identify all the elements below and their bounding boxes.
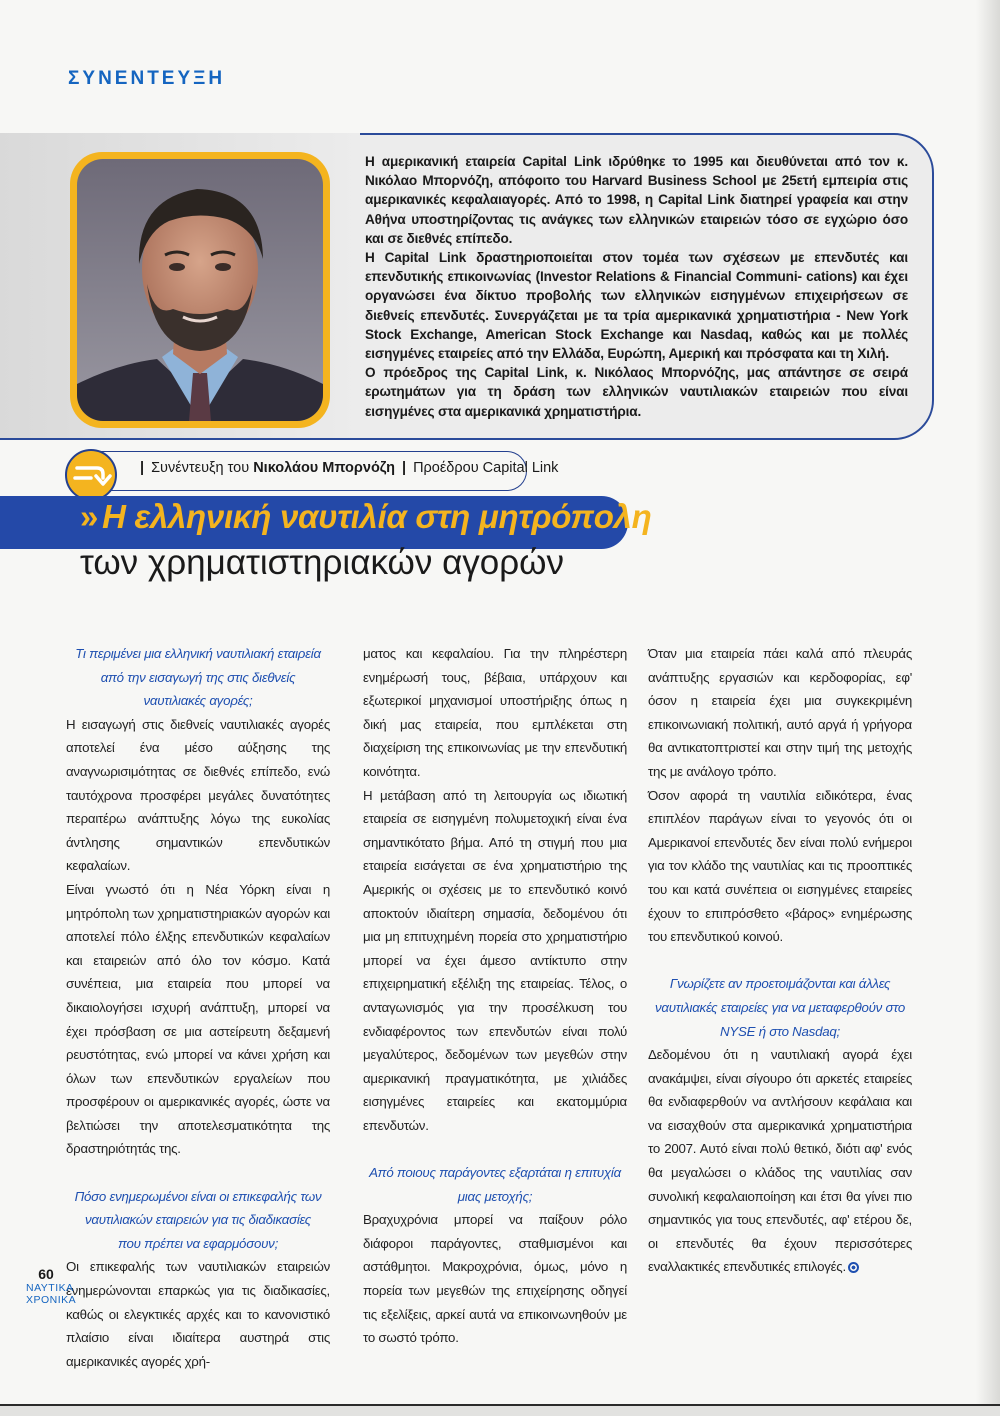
title-chevron-icon: » [80,498,99,535]
answer-paragraph: Δεδομένου ότι η ναυτιλιακή αγορά έχει ανακάμψει, είναι σίγουρο ότι αρκετές εταιρείες θα ενδιαφερθούν να αντλήσουν κεφάλαια και να εισαχθούν στα αμερικανικά χρηματιστήρια το 2007. Αυτό είναι πολύ θετικό, διότι αφ' ενός θα μεγαλώσει ο κλάδος της ναυτιλίας σαν συνολική κεφαλαιοποίηση και έτσι θα γίνει πιο σημαντικός για τους επενδυτές, αφ' ετέρου δε, οι επενδυτές θα έχουν περισσότερες εναλλακτικές επενδυτικές επιλογές. [648,1047,912,1275]
paragraph-spacer [66,1161,330,1185]
intro-text [365,152,908,421]
page-number: 60 [38,1266,54,1282]
byline-name: Νικολάου Μπορνόζη [253,460,395,476]
article-title-text: Η ελληνική ναυτιλία στη μητρόπολη [102,498,652,535]
answer-paragraph: Βραχυχρόνια μπορεί να παίξουν ρόλο διάφοροι παράγοντες, σταθμισμένοι και αστάθμητοι. Μακροχρόνια, όμως, μόνο η πορεία των μεγεθών της επιχείρησης οδηγεί τις εξελίξεις, αρκεί αυτά να επικοινωνηθούν με το σωστό τρόπο. [363,1212,627,1346]
paragraph-spacer [648,949,912,973]
answer-paragraph: Όσον αφορά τη ναυτιλία ειδικότερα, ένας επιπλέον παράγων είναι το γεγονός ότι οι Αμερικανοί επενδυτές δεν είναι πολύ ενήμεροι για τον κλάδο της ναυτιλίας και τις προοπτικές του και κατά συνέπεια οι εισηγμένες εταιρείες έχουν το επιπρόσθετο «βάρος» ενημέρωσης του επενδυτικού κοινού. [648,787,912,945]
folio [26,1266,77,1306]
answer-paragraph: Η εισαγωγή στις διεθνείς ναυτιλιακές αγορές αποτελεί ένα μέσο αύξησης της αναγνωρισιμότητας σε διεθνές επίπεδο, ενώ ταυτόχρονα προσφέρει μεγάλες δυνατότητες περαιτέρω ανάπτυξης λόγω της ευκολίας άντλησης σημαντικών επενδυτικών κεφαλαίων. [66,716,330,874]
interview-question: Από ποιους παράγοντες εξαρτάται η επιτυχία μιας μετοχής; [369,1165,621,1204]
intro-paragraph: Η αμερικανική εταιρεία Capital Link ιδρύθηκε το 1995 και διευθύνεται από τον κ. Νικόλαο Μπορνόζη, απόφοιτο του Harvard Business School με 25ετή εμπειρία στις αμερικανικές κεφαλαιαγορές. Από το 1998, η Capital Link διατηρεί γραφεία και στην Αθήνα υποστηρίζοντας τις ανάγκες των ελληνικών εταιρειών τόσο σε εγχώριο όσο και σε διεθνές επίπεδο. [365,154,908,246]
interview-question: Πόσο ενημερωμένοι είναι οι επικεφαλής των ναυτιλιακών εταιρειών για τις διαδικασίες που πρέπει να εφαρμόσουν; [74,1188,322,1251]
end-of-article-icon [848,1262,859,1273]
answer-paragraph: ματος και κεφαλαίου. Για την πληρέστερη ενημέρωσή τους, βέβαια, υπάρχουν και εξωτερικοί μηχανισμοί υποστήριξης όπως η δική μας εταιρεία, που εμπλέκεται στη διαχείριση της επικοινωνίας με την επενδυτική κοινότητα. [363,646,627,779]
answer-paragraph: Είναι γνωστό ότι η Νέα Υόρκη είναι η μητρόπολη των χρηματιστηριακών αγορών και αποτελεί πόλο έλξης επενδυτικών κεφαλαίων και εταιρειών από όλο τον κόσμο. Κατά συνέπεια, μια εταιρεία που μπορεί να δικαιολογήσει ισχυρή ανάπτυξη, μπορεί να έχει πρόσβαση σε μια αστείρευτη δεξαμενή ρευστότητας, ενώ μπορεί να κάνει χρήση και όλων των επενδυτικών εργαλείων που προσφέρουν οι αμερικανικές αγορές, ώστε να βελτιώσει την αποτελεσματικότητα της δραστηριότητάς της. [66,881,330,1157]
body-column-3 [648,642,912,1279]
article-subtitle: των χρηματιστηριακών αγορών [80,543,565,582]
page-edge [0,1404,1000,1416]
answer-paragraph: Όταν μια εταιρεία πάει καλά από πλευράς ανάπτυξης εργασιών και κερδοφορίας, εφ' όσον η εταιρεία έχει μια συγκεκριμένη επικοινωνιακή πολιτική, αυτό αργά ή γρήγορα θα αντικατοπτριστεί και στην τιμή της μετοχής της με ανάλογο τρόπο. [648,646,912,779]
portrait-frame [70,152,330,428]
body-column-2 [363,642,627,1350]
byline [140,460,558,476]
answer-paragraph: Η μετάβαση από τη λειτουργία ως ιδιωτική εταιρεία σε εισηγμένη πολυμετοχική είναι ένα σημαντικότατο βήμα. Από τη στιγμή που μια εταιρεία εισάγεται σε ένα χρηματιστήριο της Αμερικής οι σχέσεις με το επενδυτικό κοινό αποκτούν ιδιαίτερη σημασία, δεδομένου ότι μια μη επιτυχημένη πορεία στο χρηματιστήριο μπορεί να έχει άμεσο αντίκτυπο στην επιχειρηματική εξέλιξη της εταιρείας. Τέλος, ο ανταγωνισμός για την προσέλκυση του ενδιαφέροντος των επενδυτών είναι πολύ μεγαλύτερος, δεδομένων των μεγεθών στην αμερικανική πραγματικότητα, με χιλιάδες εισηγμένες εταιρείες και εκατομμύρια επενδυτών. [363,787,627,1133]
paragraph-spacer [363,1137,627,1161]
body-column-1 [66,642,330,1373]
section-label: ΣΥΝΕΝΤΕΥΞΗ [68,68,226,89]
portrait-photo [77,159,323,421]
byline-divider: | [140,460,145,476]
intro-paragraph: Ο πρόεδρος της Capital Link, κ. Νικόλαος Μπορνόζης, μας απάντησε σε σειρά ερωτημάτων για τη δράση των ελληνικών ναυτιλιακών εταιρειών που είναι εισηγμένες στα αμερικανικά χρηματιστήρια. [365,365,908,419]
interview-question: Τι περιμένει μια ελληνική ναυτιλιακή εταιρεία από την εισαγωγή της στις διεθνείς ναυτιλιακές αγορές; [75,646,321,709]
byline-divider: | [402,460,407,476]
answer-paragraph: Οι επικεφαλής των ναυτιλιακών εταιρειών ενημερώνονται επαρκώς για τις διαδικασίες, καθώς οι ελεγκτικές αρχές και το κανονιστικό πλαίσιο είναι ιδιαίτερα αυστηρά στις αμερικανικές αγορές χρή- [66,1259,330,1369]
byline-prefix: Συνέντευξη του [151,460,250,476]
article-title [80,498,651,536]
interview-question: Γνωρίζετε αν προετοιμάζονται και άλλες ναυτιλιακές εταιρείες για να μεταφερθούν στο NYSE ή στο Nasdaq; [655,976,905,1039]
page-fold-shadow [976,0,1000,1404]
magazine-logo-icon [65,449,117,501]
intro-paragraph: Η Capital Link δραστηριοποιείται στον τομέα των σχέσεων με επενδυτές και επενδυτικής επικοινωνίας (Investor Relations & Financial Communi- cations) και έχει οργανώσει ένα δίκτυο προβολής των ελληνικών εισηγμένων επιχειρήσεων σε διεθνείς επενδυτές. Συνεργάζεται με τα τρία αμερικανικά χρηματιστήρια - New York Stock Exchange, American Stock Exchange και Nasdaq, καθώς και με πολλές εισηγμένες εταιρείες από την Ελλάδα, Ευρώπη, Αμερική και πρόσφατα και τη Χιλή. [365,250,908,362]
magazine-name: ΧΡΟΝΙΚΑ [26,1294,77,1306]
magazine-name: ΝΑΥΤΙΚΑ [26,1282,74,1294]
byline-role: Προέδρου Capital Link [413,460,559,476]
